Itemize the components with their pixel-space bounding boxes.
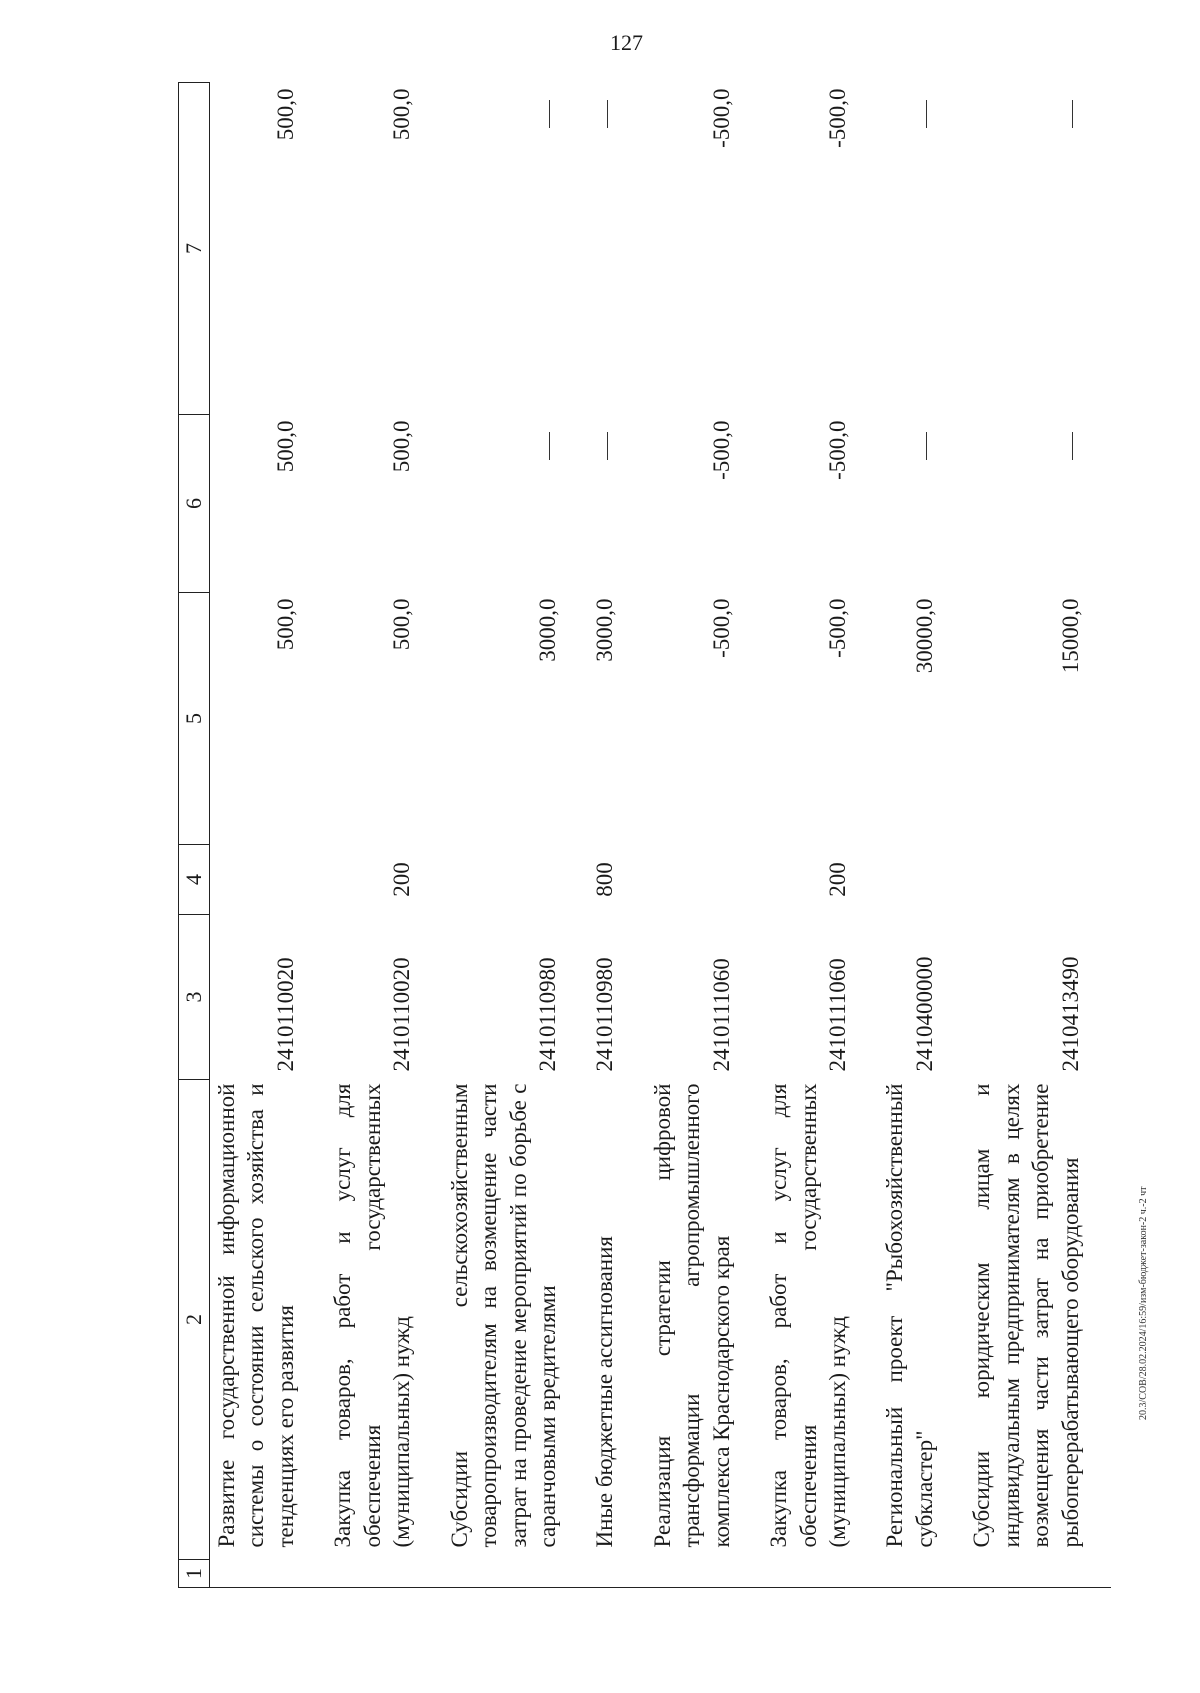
header-col-7: 7: [179, 83, 210, 415]
expense-type-cell: 200: [825, 862, 850, 897]
table-row: [326, 83, 442, 1588]
empty-dash: [549, 433, 550, 461]
amount-col5-cell: 30000,0: [911, 598, 937, 674]
row-number-cell: [588, 1560, 645, 1588]
target-code-cell: 2410413490: [1057, 956, 1083, 1072]
amount-col7-cell: 500,0: [389, 88, 415, 141]
expense-name-cell: Закупка товаров, работ и услуг для обеспечения государственных (муниципальных) нужд: [766, 1083, 850, 1548]
expense-name-cell: Региональный проект "Рыбохозяйственный субкластер": [882, 1083, 937, 1548]
table-row: [443, 83, 589, 1588]
expense-name-cell: Субсидии сельскохозяйственным товаропроизводителям на возмещение части затрат на проведение мероприятий по борьбе с саранчовыми вредителями: [446, 1083, 560, 1548]
table-header-row: [179, 83, 210, 1588]
amount-col6-cell: -500,0: [825, 420, 850, 480]
expense-name-cell: Развитие государственной информационной системы о состоянии сельского хозяйства и тенденциях его развития: [214, 1083, 298, 1548]
expense-name-cell: Иные бюджетные ассигнования: [592, 1236, 618, 1548]
expense-type-cell: [210, 845, 327, 915]
target-code-cell: 2410110020: [272, 957, 298, 1072]
amount-col5-cell: -500,0: [825, 598, 850, 658]
target-code-cell: 2410111060: [708, 958, 734, 1072]
header-col-1: 1: [179, 1560, 210, 1588]
amount-col6-cell: [878, 415, 965, 593]
expense-name-cell: Субсидии юридическим лицам и индивидуальным предпринимателям в целях возмещения части затрат на приобретение рыбоперерабатывающего оборудования: [969, 1083, 1083, 1548]
page-number: 127: [610, 30, 643, 55]
table-row: [588, 83, 645, 1588]
table-body: [210, 83, 1112, 1588]
header-col-2: 2: [179, 1080, 210, 1560]
budget-table-container: [178, 83, 1083, 1588]
amount-col5-cell: 3000,0: [592, 598, 618, 662]
budget-table: [178, 82, 1111, 1588]
target-code-cell: 2410110980: [534, 957, 560, 1072]
amount-col5-cell: -500,0: [708, 598, 734, 658]
row-number-cell: [443, 1560, 589, 1588]
target-code-cell: 2410400000: [911, 956, 937, 1072]
empty-dash: [1072, 433, 1073, 461]
header-col-6: 6: [179, 415, 210, 593]
amount-col5-cell: 3000,0: [534, 598, 560, 662]
amount-col6-cell: 500,0: [389, 420, 415, 473]
expense-name-cell: Реализация стратегии цифровой трансформации агропромышленного комплекса Краснодарского края: [649, 1083, 734, 1548]
empty-dash: [1072, 101, 1073, 129]
footer-code: 20.3/СОВ/28.02.2024/16:59/изм-бюджет-закон-2 ч.-2 чт: [1138, 1186, 1149, 1420]
empty-dash: [607, 433, 608, 461]
row-number-cell: [878, 1560, 965, 1588]
expense-type-cell: [965, 845, 1111, 915]
empty-dash: [549, 101, 550, 129]
table-row: [878, 83, 965, 1588]
expense-type-cell: 800: [592, 862, 618, 897]
target-code-cell: 2410110020: [389, 957, 415, 1072]
header-col-3: 3: [179, 915, 210, 1080]
target-code-cell: 2410111060: [825, 958, 850, 1072]
amount-col7-cell: [878, 83, 965, 415]
amount-col6-cell: 500,0: [272, 420, 298, 473]
amount-col7-cell: [965, 83, 1111, 415]
row-number-cell: [326, 1560, 442, 1588]
empty-dash: [926, 101, 927, 129]
expense-name-cell: Закупка товаров, работ и услуг для обеспечения государственных (муниципальных) нужд: [330, 1083, 415, 1548]
expense-type-cell: 200: [389, 862, 415, 897]
table-row: [646, 83, 762, 1588]
amount-col7-cell: -500,0: [825, 88, 850, 148]
expense-type-cell: [443, 845, 589, 915]
row-number-cell: [965, 1560, 1111, 1588]
amount-col7-cell: 500,0: [272, 88, 298, 141]
expense-type-cell: [878, 845, 965, 915]
amount-col7-cell: [588, 83, 645, 415]
amount-col6-cell: [965, 415, 1111, 593]
target-code-cell: 2410110980: [592, 957, 618, 1072]
amount-col6-cell: [588, 415, 645, 593]
header-col-5: 5: [179, 593, 210, 845]
row-number-cell: [210, 1560, 327, 1588]
amount-col7-cell: [443, 83, 589, 415]
amount-col5-cell: 15000,0: [1057, 598, 1083, 674]
amount-col5-cell: 500,0: [389, 598, 415, 651]
table-row: [762, 83, 878, 1588]
empty-dash: [926, 433, 927, 461]
amount-col6-cell: -500,0: [708, 420, 734, 480]
row-number-cell: [646, 1560, 762, 1588]
amount-col7-cell: -500,0: [708, 88, 734, 148]
expense-type-cell: [646, 845, 762, 915]
header-col-4: 4: [179, 845, 210, 915]
table-row: [965, 83, 1111, 1588]
amount-col6-cell: [443, 415, 589, 593]
empty-dash: [607, 101, 608, 129]
amount-col5-cell: 500,0: [272, 598, 298, 651]
row-number-cell: [762, 1560, 878, 1588]
table-row: [210, 83, 327, 1588]
